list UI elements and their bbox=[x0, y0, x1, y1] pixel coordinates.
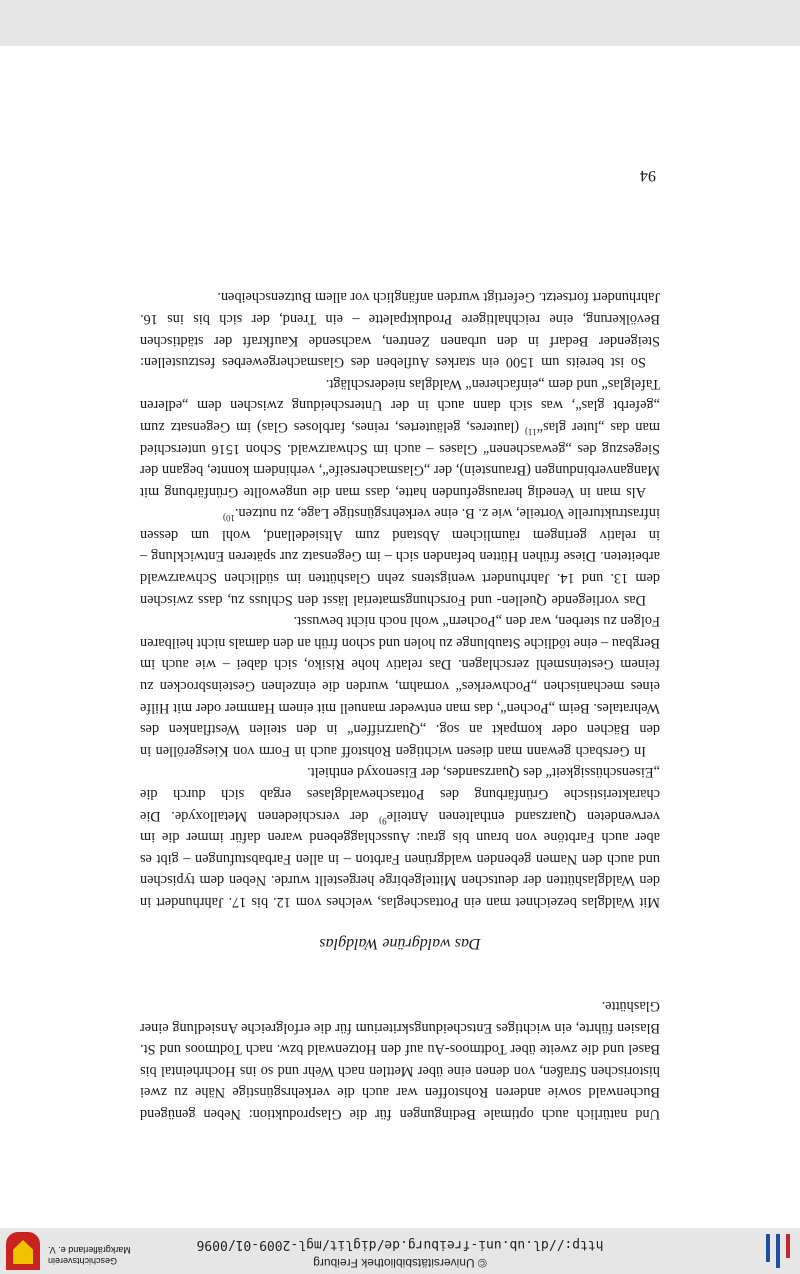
society-name-line1: Geschichtsverein bbox=[48, 1256, 118, 1266]
paragraph-venedig: Als man in Venedig herausgefunden hatte, dass man die ungewollte Grünfärbung mit Manganverbindungen (Braunstein), der „Glasmacherseife“, verhindern konnte, begann der Siegeszug des „gewaschenen“ Glases – auch im Schwarzwald. Schon 1516 unterschied man das „luter glas“$^{11)}$ (lauteres, geläutertes, reines, farbloses Glas) im Gegensatz zum „geferbt glas“, was sich dann auch in der Unterscheidung zwischen dem „edleren Tafelglas“ und dem „einfacheren“ Waldglas niederschlägt. bbox=[140, 375, 660, 500]
library-header-banner bbox=[0, 1228, 800, 1274]
footnote-ref: 9) bbox=[379, 815, 387, 826]
paragraph-gersbach: In Gersbach gewann man diesen wichtigen Rohstoff auch in Form von Kiesgeröllen in den Bächen oder kompakt an sog. „Quarzriffen“ in den steilen Westflanken des Wehratales. Beim „Pochen“, das man entweder manuell mit einem Hammer oder mit Hilfe eines mechanischen „Pochwerkes“ vornahm, wurden die einzelnen Gesteinsbrocken zu feinem Gesteinsmehl zerschlagen. Das relativ hohe Risiko, sich dabei – wie auch im Bergbau – eine tödliche Staublunge zu holen und schon früh an den damals nicht heilbaren Folgen zu sterben, war den „Pochern“ wohl noch nicht bewusst. bbox=[140, 613, 660, 759]
intro-paragraph: Und natürlich auch optimale Bedingungen für die Glasproduktion: Neben genügend Buchenwald sowie anderen Rohstoffen war auch die verkehrsgünstige Nähe zu zwei historischen Straßen, von denen eine über Mettlen nach Wehr und so ins Hochrheintal bis Basel und die zweite über Todtmoos-Au auf den Hotzenwald bzw. nach Todtmoos und St. Blasien führte, ein wichtiges Entscheidungskriterium für die erfolgreiche Ansiedlung einer Glashütte. bbox=[140, 998, 660, 1122]
copyright-text: © Universitätsbibliothek Freiburg bbox=[313, 1256, 487, 1270]
paragraph-forschung: Das vorliegende Quellen- und Forschungsmaterial lässt den Schluss zu, dass zwischen dem 13. und 14. Jahrhundert wenigstens zehn Glashütten im südlichen Schwarzwald arbeiteten. Diese frühen Hütten befanden sich – im Gegensatz zur späteren Entwicklung – in relativ geringem räumlichem Abstand zum Altsiedelland, wohl um dessen infrastrukturelle Vorteile, wie z. B. eine verkehrsgünstige Lage, zu nutzen.$^{10)}$ bbox=[140, 505, 660, 608]
footnote-ref: 11) bbox=[525, 426, 537, 437]
body-text bbox=[140, 286, 660, 912]
section-heading: Das waldgrüne Waldglas bbox=[319, 935, 481, 952]
page-number: 94 bbox=[640, 167, 656, 184]
bottom-edge-banner bbox=[0, 0, 800, 46]
society-name-line2: Markgräflerland e. V. bbox=[48, 1245, 131, 1255]
society-logo bbox=[6, 1232, 131, 1270]
footnote-ref: 10) bbox=[222, 513, 235, 524]
permalink-url[interactable]: http://dl.ub.uni-freiburg.de/diglit/mgl-2009-01/0096 bbox=[196, 1237, 604, 1252]
coat-of-arms-icon bbox=[6, 1232, 40, 1270]
paragraph-aufleben: So ist bereits um 1500 ein starkes Aufleben des Glasmachergewerbes festzustellen: Steigender Bedarf in den urbanen Zentren, wachsende Kaufkraft der städtischen Bevölkerung, eine reichhaltigere Produktpalette – ein Trend, der sich bis ins 16. Jahrhundert fortsetzt. Gefertigt wurden anfänglich vor allem Butzenscheiben. bbox=[140, 289, 660, 371]
paragraph-waldglas: Mit Waldglas bezeichnet man ein Pottascheglas, welches vom 12. bis 17. Jahrhundert in den Waldglashütten der deutschen Mittelgebirge hergestellt wurde. Neben dem typischen und auch den Namen gebenden waldgrünen Farbton – in allen Farbabstufungen – gibt es aber auch Farbtöne von braun bis grau: Ausschlaggebend waren dafür immer die im verwendeten Quarzsand enthaltenen Anteile$^{9)}$ der verschiedenen Metalloxyde. Die charakteristische Grünfärbung des Pottaschewaldglases ergab sich durch die „Eisenschüssigkeit“ des Quarzsandes, der Eisenoxyd enthielt. bbox=[140, 764, 660, 910]
